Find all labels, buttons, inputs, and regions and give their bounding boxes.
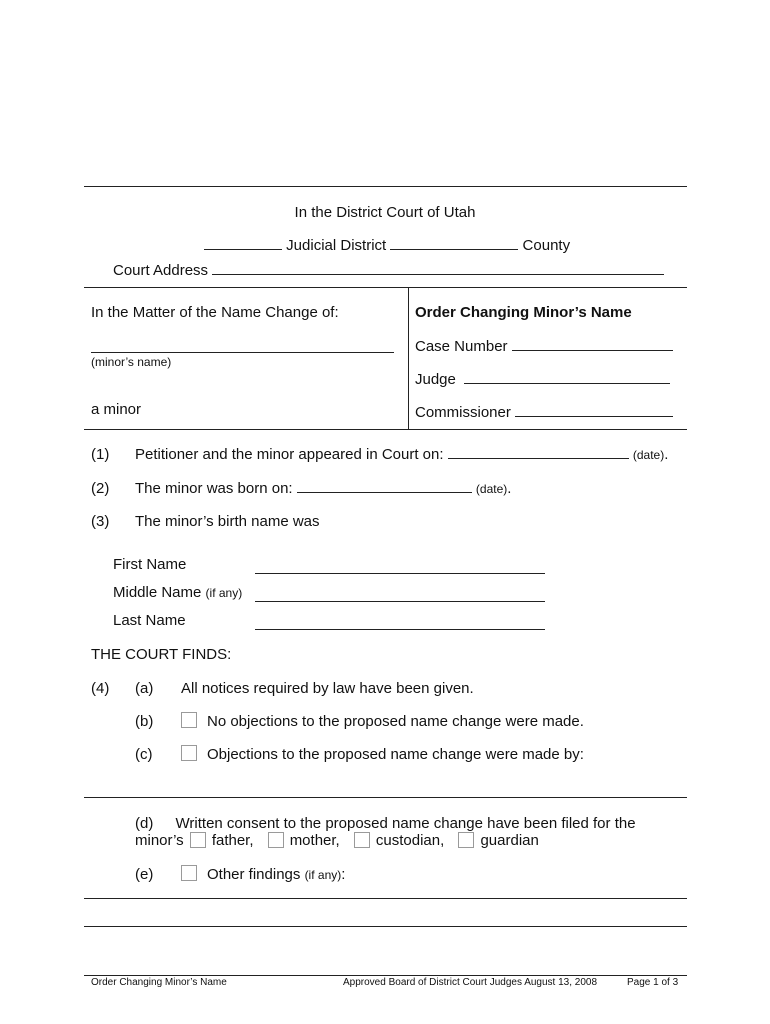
finding-d-line-2 [135, 832, 539, 849]
caption-top-rule [84, 287, 687, 288]
commissioner-field[interactable] [515, 404, 673, 417]
other-findings-field-1[interactable] [84, 898, 687, 899]
header-top-rule [84, 186, 687, 187]
finding-e-letter: (e) [135, 866, 154, 883]
appearance-date-field[interactable] [448, 446, 629, 459]
guardian-label: guardian [480, 832, 539, 849]
matter-label: In the Matter of the Name Change of: [91, 304, 339, 321]
middle-name-field[interactable] [255, 601, 545, 602]
caption-divider [408, 287, 409, 429]
footer-rule [84, 975, 687, 976]
middle-name-line [113, 584, 242, 601]
caption-bottom-rule [84, 429, 687, 430]
middle-name-hint: (if any) [205, 586, 243, 600]
district-county-line [204, 237, 570, 254]
item-1-date-hint: (date) [632, 448, 665, 462]
birth-date-field[interactable] [297, 480, 472, 493]
middle-name-label: Middle Name [113, 584, 202, 601]
commissioner-label: Commissioner [415, 404, 511, 421]
footer-page-number: Page 1 of 3 [627, 977, 679, 988]
county-label: County [522, 237, 571, 254]
mother-checkbox[interactable] [268, 832, 284, 848]
minors-name-label: (minor’s name) [91, 355, 172, 369]
judicial-district-label: Judicial District [286, 237, 387, 254]
item-1-text: Petitioner and the minor appeared in Court on: [135, 446, 444, 463]
father-label: father, [211, 832, 254, 849]
finding-e-checkbox[interactable] [181, 865, 197, 881]
guardian-checkbox[interactable] [458, 832, 474, 848]
judicial-district-field[interactable] [204, 237, 282, 250]
finding-d-text: Written consent to the proposed name change have been filed for the [175, 815, 636, 832]
last-name-field[interactable] [255, 629, 545, 630]
court-address-field[interactable] [212, 262, 664, 275]
finding-d-minors: minor’s [135, 832, 184, 849]
finding-a-letter: (a) [135, 680, 154, 697]
finding-e-text: Other findings [207, 866, 301, 883]
judge-field[interactable] [464, 371, 670, 384]
custodian-checkbox[interactable] [354, 832, 370, 848]
judge-line [415, 371, 670, 388]
order-title: Order Changing Minor’s Name [415, 304, 632, 321]
footer-approval: Approved Board of District Court Judges August 13, 2008 [343, 977, 598, 988]
father-checkbox[interactable] [190, 832, 206, 848]
item-1-period: . [664, 446, 669, 463]
finding-b-letter: (b) [135, 713, 154, 730]
finding-d-line-1 [135, 815, 636, 832]
court-finds-heading: THE COURT FINDS: [91, 646, 232, 663]
finding-e-line [207, 866, 345, 883]
commissioner-line [415, 404, 673, 421]
item-1-number: (1) [91, 446, 110, 463]
a-minor-label: a minor [91, 401, 142, 418]
case-number-line [415, 338, 673, 355]
finding-c-text: Objections to the proposed name change were made by: [207, 746, 584, 763]
case-number-label: Case Number [415, 338, 508, 355]
item-4-number: (4) [91, 680, 110, 697]
item-3-number: (3) [91, 513, 110, 530]
item-2-number: (2) [91, 480, 110, 497]
finding-b-checkbox[interactable] [181, 712, 197, 728]
court-address-label: Court Address [113, 262, 209, 279]
item-1-line [135, 446, 668, 463]
item-2-date-hint: (date) [475, 482, 508, 496]
court-title: In the District Court of Utah [294, 204, 476, 221]
custodian-label: custodian, [375, 832, 445, 849]
finding-e-colon: : [341, 866, 346, 883]
last-name-label: Last Name [113, 612, 186, 629]
other-findings-field-2[interactable] [84, 926, 687, 927]
court-address-line [113, 262, 664, 279]
item-3-text: The minor’s birth name was [135, 513, 320, 530]
minors-name-field[interactable] [91, 352, 394, 353]
county-field[interactable] [390, 237, 518, 250]
finding-e-hint: (if any) [304, 868, 342, 882]
finding-a-text: All notices required by law have been given. [181, 680, 474, 697]
case-number-field[interactable] [512, 338, 673, 351]
finding-c-checkbox[interactable] [181, 745, 197, 761]
finding-b-text: No objections to the proposed name change were made. [207, 713, 584, 730]
item-2-text: The minor was born on: [135, 480, 293, 497]
finding-c-letter: (c) [135, 746, 153, 763]
footer-form-title: Order Changing Minor’s Name [91, 977, 227, 988]
item-2-period: . [507, 480, 512, 497]
objections-by-field[interactable] [84, 797, 687, 798]
first-name-field[interactable] [255, 573, 545, 574]
judge-label: Judge [415, 371, 456, 388]
mother-label: mother, [289, 832, 340, 849]
first-name-label: First Name [113, 556, 187, 573]
item-2-line [135, 480, 511, 497]
finding-d-letter: (d) [135, 815, 154, 832]
